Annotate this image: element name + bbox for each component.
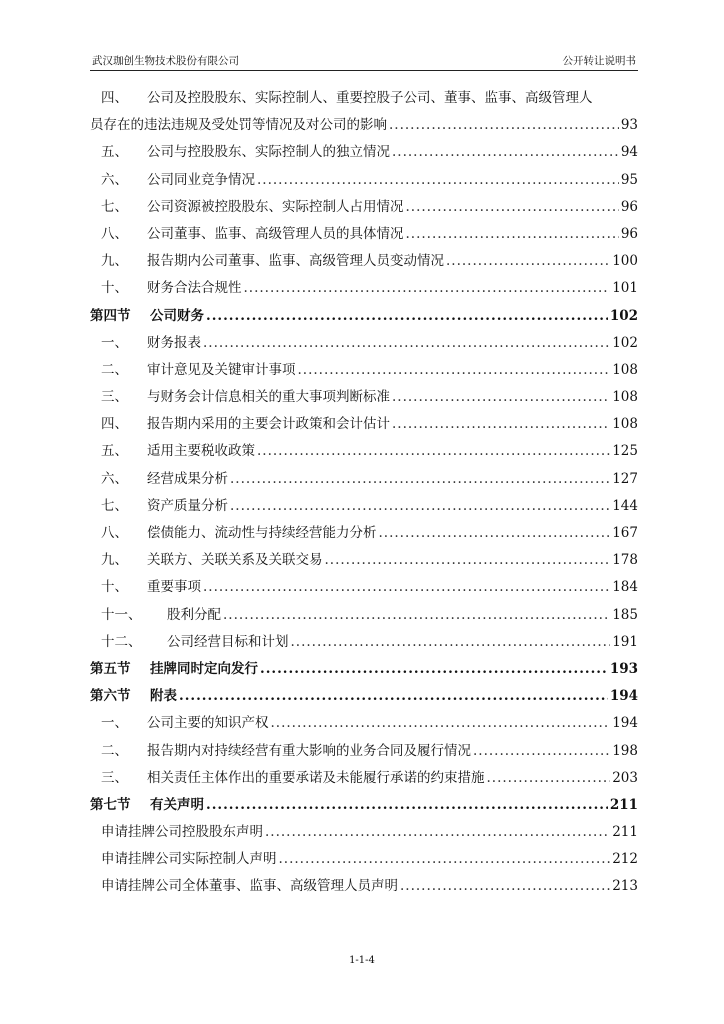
toc-entry-page: 185 — [612, 606, 638, 623]
toc-entry-title: 重要事项 — [147, 579, 201, 596]
toc-dot-leader — [206, 797, 608, 813]
toc-entry-title: 经营成果分析 — [147, 470, 228, 487]
toc-entry-page: 96 — [620, 198, 638, 215]
toc-entry-title: 公司资源被控股股东、实际控制人占用情况 — [147, 198, 404, 215]
toc-entry[interactable] — [90, 249, 638, 276]
toc-entry-number: 一、 — [101, 334, 128, 351]
toc-dot-leader — [298, 362, 611, 378]
toc-dot-leader — [257, 172, 619, 188]
toc-section-entry[interactable] — [90, 304, 638, 331]
toc-entry[interactable] — [90, 739, 638, 766]
toc-entry-page: 93 — [620, 117, 638, 134]
toc-entry-page: 101 — [612, 280, 638, 297]
toc-entry-page: 213 — [612, 878, 638, 895]
toc-entry-title: 与财务会计信息相关的重大事项判断标准 — [147, 389, 390, 406]
toc-entry[interactable] — [90, 168, 638, 195]
toc-entry-page: 184 — [612, 579, 638, 596]
toc-entry-number: 七、 — [101, 198, 128, 215]
toc-entry-title: 股利分配 — [167, 606, 221, 623]
toc-dot-leader — [203, 335, 610, 351]
toc-entry[interactable] — [90, 222, 638, 249]
toc-entry[interactable] — [90, 548, 638, 575]
toc-entry-title: 公司财务 — [150, 307, 204, 324]
toc-dot-leader — [230, 498, 610, 514]
toc-entry-page: 212 — [612, 851, 638, 868]
toc-dot-leader — [392, 416, 610, 432]
toc-entry-number: 第六节 — [90, 688, 131, 705]
toc-entry-title: 申请挂牌公司全体董事、监事、高级管理人员声明 — [101, 878, 398, 895]
toc-entry-title: 关联方、关联关系及关联交易 — [147, 552, 323, 569]
toc-entry-title: 财务合法合规性 — [147, 280, 242, 297]
toc-entry-page: 198 — [612, 742, 638, 759]
toc-entry-title: 公司同业竞争情况 — [147, 171, 255, 188]
toc-entry[interactable] — [90, 603, 638, 630]
toc-entry-title: 适用主要税收政策 — [147, 443, 255, 460]
toc-entry-page: 211 — [609, 796, 638, 813]
header-document-title: 公开转让说明书 — [562, 55, 636, 67]
toc-dot-leader — [203, 579, 610, 595]
toc-entry-page: 194 — [609, 688, 638, 705]
page-number: 1-1-4 — [349, 955, 375, 966]
toc-entry[interactable] — [90, 412, 638, 439]
toc-entry-page: 194 — [612, 715, 638, 732]
toc-entry[interactable] — [90, 820, 638, 847]
toc-dot-leader — [291, 634, 611, 650]
toc-entry-title: 偿债能力、流动性与持续经营能力分析 — [147, 525, 377, 541]
toc-entry[interactable] — [90, 711, 638, 738]
toc-entry-number: 八、 — [101, 525, 128, 541]
toc-entry[interactable] — [90, 847, 638, 874]
toc-entry[interactable] — [90, 276, 638, 303]
toc-entry-number: 九、 — [101, 253, 128, 270]
toc-dot-leader — [400, 878, 610, 894]
toc-dot-leader — [279, 851, 611, 867]
toc-entry-number: 十一、 — [101, 606, 142, 623]
toc-entry-page: 96 — [620, 225, 638, 242]
toc-dot-leader — [179, 688, 608, 704]
toc-entry[interactable] — [90, 195, 638, 222]
toc-entry-page: 102 — [612, 334, 638, 351]
toc-dot-leader — [325, 552, 611, 568]
toc-entry-page: 167 — [612, 525, 638, 541]
toc-section-entry[interactable] — [90, 793, 638, 820]
toc-entry-title: 审计意见及关键审计事项 — [147, 361, 296, 378]
toc-entry-title: 报告期内采用的主要会计政策和会计估计 — [147, 416, 390, 433]
toc-entry-number: 四、 — [101, 416, 128, 433]
toc-entry-title: 有关声明 — [150, 796, 204, 813]
toc-dot-leader — [244, 280, 611, 296]
toc-entry-title: 挂牌同时定向发行 — [150, 660, 258, 677]
toc-entry-number: 二、 — [101, 742, 128, 759]
toc-dot-leader — [487, 770, 611, 786]
toc-entry-page: 108 — [612, 416, 638, 433]
toc-entry-number: 一、 — [101, 715, 128, 732]
header-company-name: 武汉珈创生物技术股份有限公司 — [92, 55, 239, 67]
toc-entry-number: 九、 — [101, 552, 128, 569]
toc-entry-title: 公司与控股股东、实际控制人的独立情况 — [147, 144, 390, 161]
table-of-contents — [90, 86, 638, 902]
toc-entry-number: 第七节 — [90, 796, 131, 813]
toc-dot-leader — [446, 253, 610, 269]
toc-entry-number: 六、 — [101, 470, 128, 487]
toc-entry-title: 资产质量分析 — [147, 497, 228, 514]
toc-entry-number: 五、 — [101, 144, 128, 161]
toc-dot-leader — [223, 607, 610, 623]
toc-entry-page: 193 — [609, 660, 638, 677]
toc-entry-number: 五、 — [101, 443, 128, 460]
toc-entry-page: 144 — [612, 497, 638, 514]
toc-entry-page: 94 — [620, 144, 638, 161]
toc-entry-title: 申请挂牌公司控股股东声明 — [101, 824, 263, 841]
toc-dot-leader — [230, 471, 610, 487]
toc-entry-title: 公司主要的知识产权 — [147, 715, 269, 732]
toc-dot-leader — [265, 824, 610, 840]
toc-entry-page: 108 — [612, 389, 638, 406]
toc-entry-number: 三、 — [101, 769, 128, 786]
toc-entry[interactable] — [90, 521, 638, 548]
toc-section-entry[interactable] — [90, 684, 638, 711]
toc-entry-title: 公司经营目标和计划 — [167, 633, 289, 650]
toc-entry-page: 95 — [620, 171, 638, 188]
toc-entry-title: 财务报表 — [147, 334, 201, 351]
toc-entry-number: 三、 — [101, 389, 128, 406]
toc-entry[interactable] — [90, 766, 638, 793]
toc-entry-title: 报告期内对持续经营有重大影响的业务合同及履行情况 — [147, 742, 471, 759]
toc-entry-number: 第四节 — [90, 307, 131, 324]
toc-entry-number: 六、 — [101, 171, 128, 188]
page-header — [90, 50, 638, 71]
toc-entry[interactable] — [90, 358, 638, 385]
toc-entry[interactable] — [90, 575, 638, 602]
toc-entry-number: 七、 — [101, 497, 128, 514]
toc-entry[interactable] — [90, 86, 638, 113]
toc-entry[interactable] — [90, 331, 638, 358]
toc-entry-page: 191 — [612, 633, 638, 650]
toc-entry-number: 十、 — [101, 280, 128, 297]
toc-entry-page: 100 — [612, 253, 638, 270]
toc-dot-leader — [206, 308, 608, 324]
toc-section-entry[interactable] — [90, 657, 638, 684]
toc-entry-number: 十二、 — [101, 633, 142, 650]
toc-entry-number: 八、 — [101, 225, 128, 242]
toc-entry-title: 附表 — [150, 688, 177, 705]
toc-entry[interactable] — [90, 494, 638, 521]
toc-entry-page: 108 — [612, 361, 638, 378]
toc-entry-title: 公司及控股股东、实际控制人、重要控股子公司、董事、监事、高级管理人 — [147, 90, 593, 106]
toc-entry-number: 二、 — [101, 361, 128, 378]
toc-entry[interactable] — [90, 630, 638, 657]
toc-entry-number: 十、 — [101, 579, 128, 596]
toc-entry[interactable] — [90, 385, 638, 412]
toc-entry-title: 相关责任主体作出的重要承诺及未能履行承诺的约束措施 — [147, 769, 485, 786]
toc-entry-title: 申请挂牌公司实际控制人声明 — [101, 851, 277, 868]
toc-dot-leader — [392, 144, 619, 160]
toc-dot-leader — [473, 743, 610, 759]
toc-entry-title: 公司董事、监事、高级管理人员的具体情况 — [147, 225, 404, 242]
toc-dot-leader — [271, 715, 611, 731]
toc-entry-number: 四、 — [101, 90, 128, 106]
toc-entry[interactable] — [90, 874, 638, 901]
toc-entry-page: 203 — [612, 769, 638, 786]
toc-entry[interactable] — [90, 467, 638, 494]
toc-entry-page: 125 — [612, 443, 638, 460]
toc-entry-page: 102 — [609, 307, 638, 324]
toc-entry-title: 报告期内公司董事、监事、高级管理人员变动情况 — [147, 253, 444, 270]
toc-entry-title: 员存在的违法违规及受处罚等情况及对公司的影响 — [90, 117, 387, 134]
toc-entry[interactable] — [90, 113, 638, 140]
toc-entry-page: 127 — [612, 470, 638, 487]
toc-dot-leader — [260, 661, 608, 677]
toc-dot-leader — [392, 389, 610, 405]
toc-dot-leader — [257, 443, 610, 459]
toc-dot-leader — [406, 199, 619, 215]
toc-entry-page: 211 — [612, 824, 638, 841]
toc-dot-leader — [406, 226, 619, 242]
toc-entry-number: 第五节 — [90, 660, 131, 677]
toc-dot-leader — [389, 117, 619, 133]
toc-dot-leader — [379, 525, 611, 541]
toc-entry-page: 178 — [612, 552, 638, 569]
toc-entry[interactable] — [90, 439, 638, 466]
toc-entry[interactable] — [90, 140, 638, 167]
